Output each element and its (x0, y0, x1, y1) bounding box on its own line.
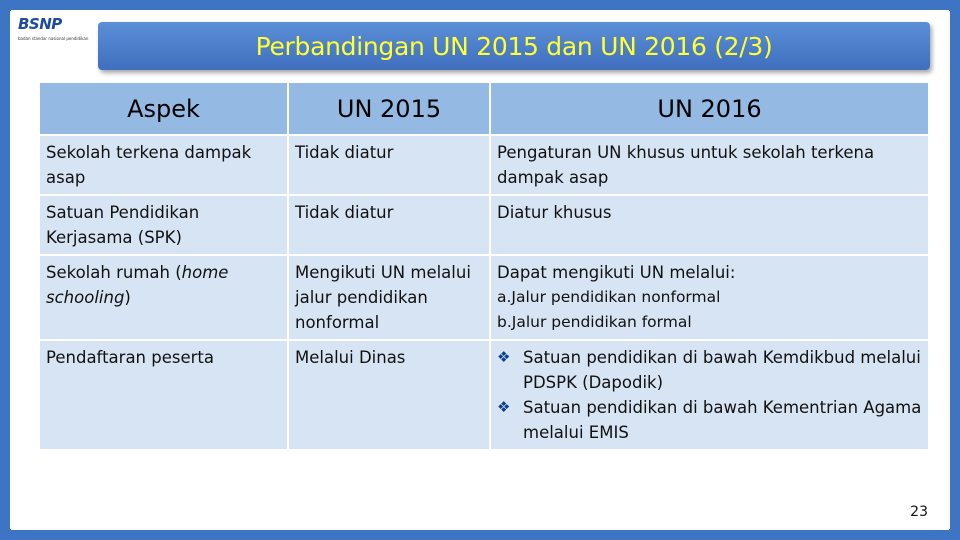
list-item (497, 395, 922, 445)
title-bar (98, 22, 930, 70)
slide-title: Perbandingan UN 2015 dan UN 2016 (2/3) (255, 31, 773, 61)
bullet-text: Satuan pendidikan di bawah Kemdikbud melalui PDSPK (Dapodik) (523, 348, 921, 392)
diamond-bullet-icon: ❖ (497, 398, 511, 416)
table-row (39, 135, 929, 195)
cell-un-2016 (490, 340, 929, 450)
cell-un-2016: Diatur khusus (490, 195, 929, 255)
cell-intro: Dapat mengikuti UN melalui: (497, 263, 736, 282)
logo-text: BSNP (18, 15, 62, 33)
header-un-2015: UN 2015 (288, 82, 490, 135)
cell-aspek: Satuan Pendidikan Kerjasama (SPK) (39, 195, 288, 255)
aspek-prefix: Sekolah rumah ( (46, 263, 182, 282)
aspek-italic: home schooling (46, 263, 229, 307)
list-item (497, 345, 922, 395)
diamond-bullet-icon: ❖ (497, 348, 511, 366)
cell-aspek (39, 255, 288, 340)
corner-decoration (949, 529, 960, 540)
table-row (39, 195, 929, 255)
logo-subtitle: badan standar nasional pendidikan (18, 36, 89, 41)
corner-decoration (0, 0, 11, 11)
header-aspek: Aspek (39, 82, 288, 135)
table-row (39, 340, 929, 450)
table-header-row (39, 82, 929, 135)
cell-aspek: Sekolah terkena dampak asap (39, 135, 288, 195)
corner-decoration (0, 529, 11, 540)
table-row (39, 255, 929, 340)
list-item: b.Jalur pendidikan formal (497, 313, 692, 331)
page-number: 23 (910, 504, 928, 520)
corner-decoration (949, 0, 960, 11)
cell-un-2015: Mengikuti UN melalui jalur pendidikan nonformal (288, 255, 490, 340)
bsnp-logo (14, 14, 89, 50)
aspek-suffix: ) (124, 288, 131, 307)
cell-un-2016 (490, 255, 929, 340)
cell-un-2015: Melalui Dinas (288, 340, 490, 450)
list-item: a.Jalur pendidikan nonformal (497, 288, 721, 306)
cell-un-2015: Tidak diatur (288, 195, 490, 255)
bullet-text: Satuan pendidikan di bawah Kementrian Agama melalui EMIS (523, 398, 922, 442)
comparison-table (38, 81, 930, 451)
header-un-2016: UN 2016 (490, 82, 929, 135)
cell-un-2015: Tidak diatur (288, 135, 490, 195)
cell-aspek: Pendaftaran peserta (39, 340, 288, 450)
cell-un-2016: Pengaturan UN khusus untuk sekolah terkena dampak asap (490, 135, 929, 195)
